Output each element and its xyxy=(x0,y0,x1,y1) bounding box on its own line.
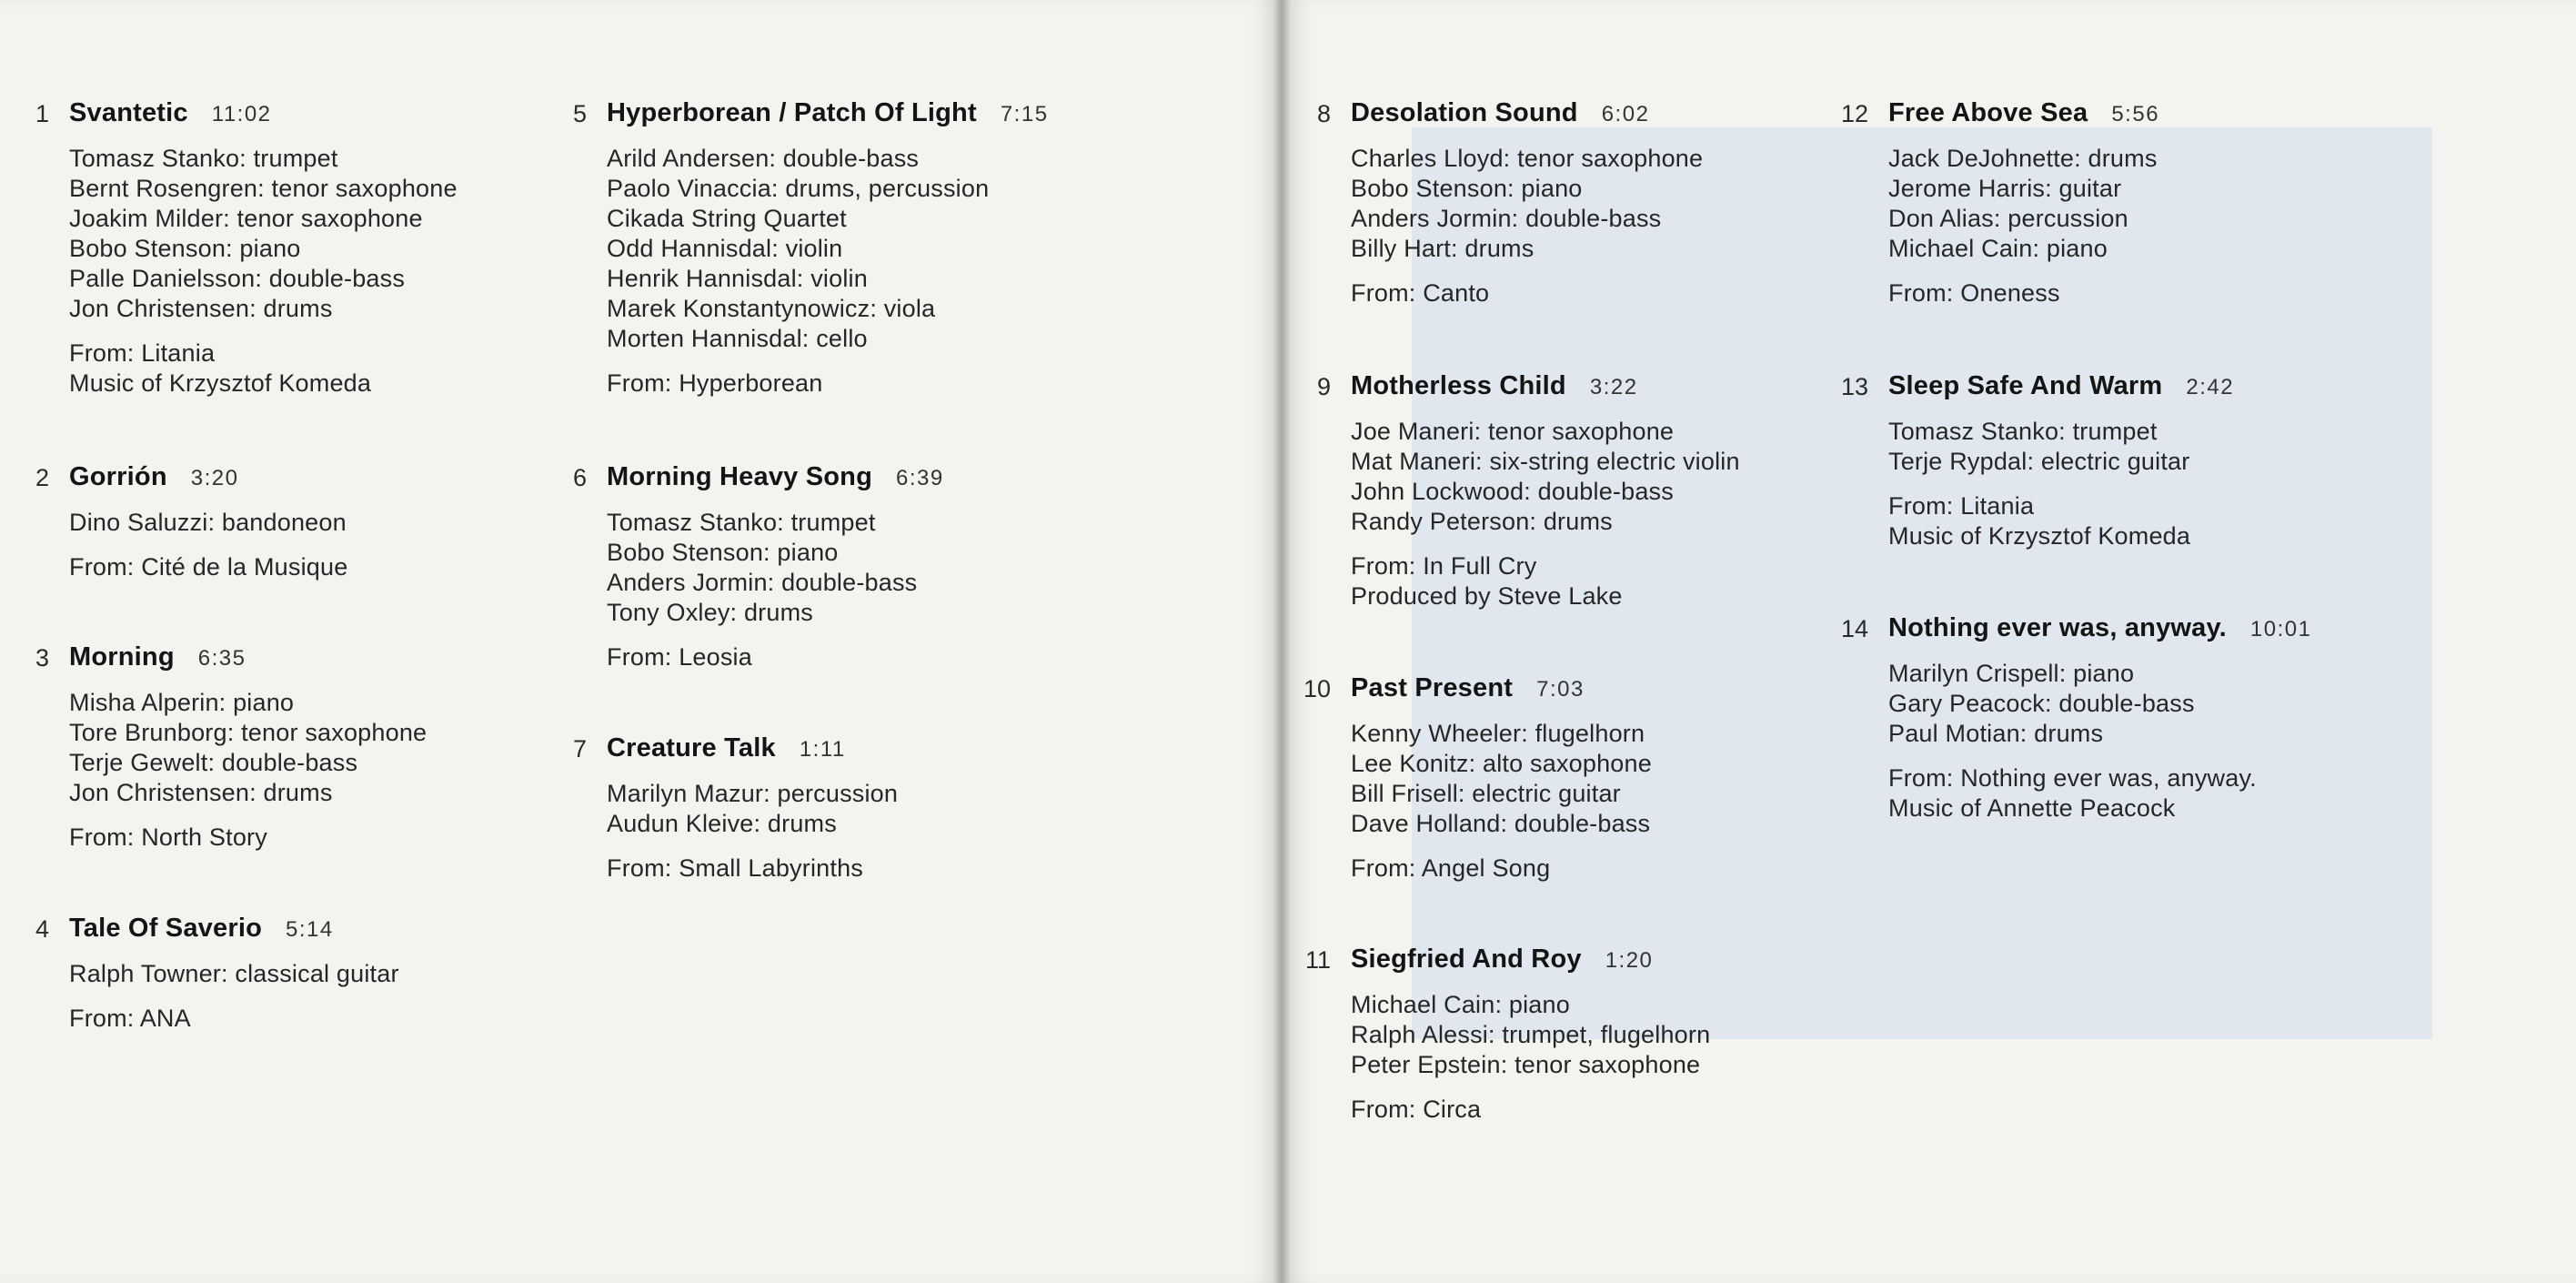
track-9 xyxy=(1316,371,1740,611)
personnel-line: Kenny Wheeler: flugelhorn xyxy=(1351,720,1645,747)
track-number: 12 xyxy=(1840,100,1868,127)
track-duration: 3:22 xyxy=(1589,375,1638,399)
track-header xyxy=(1840,371,2235,404)
personnel-line: Joakim Milder: tenor saxophone xyxy=(69,205,423,232)
note-line: Music of Annette Peacock xyxy=(1888,794,2176,822)
personnel-line: Palle Danielsson: double-bass xyxy=(69,265,406,292)
note-line: From: Angel Song xyxy=(1351,854,1551,882)
track-title: Tale Of Saverio xyxy=(69,914,262,943)
personnel-line: Michael Cain: piano xyxy=(1351,991,1570,1018)
note-line: From: Leosia xyxy=(607,643,752,671)
personnel-line: Arild Andersen: double-bass xyxy=(607,145,920,172)
track-duration: 2:42 xyxy=(2186,375,2235,399)
note-line: From: North Story xyxy=(69,823,267,851)
source-album-notes xyxy=(69,823,427,853)
source-album-notes xyxy=(1888,491,2234,551)
personnel-line: Jack DeJohnette: drums xyxy=(1888,145,2158,172)
personnel-line: Mat Maneri: six-string electric violin xyxy=(1351,448,1740,475)
track-title: Morning xyxy=(69,642,175,672)
track-number: 9 xyxy=(1316,373,1331,400)
track-number: 11 xyxy=(1304,946,1331,974)
note-line: Music of Krzysztof Komeda xyxy=(1888,522,2191,550)
note-line: From: Hyperborean xyxy=(607,369,823,397)
personnel-line: Dave Holland: double-bass xyxy=(1351,810,1651,837)
track-header xyxy=(1840,98,2160,131)
personnel-line: Gary Peacock: double-bass xyxy=(1888,690,2195,717)
note-line: From: Small Labyrinths xyxy=(607,854,863,882)
track-8 xyxy=(1316,98,1704,308)
personnel-line: Bill Frisell: electric guitar xyxy=(1351,780,1621,807)
track-number: 6 xyxy=(572,464,587,491)
personnel-list xyxy=(1351,990,1710,1080)
personnel-line: Charles Lloyd: tenor saxophone xyxy=(1351,145,1704,172)
personnel-line: Misha Alperin: piano xyxy=(69,689,295,716)
track-title: Past Present xyxy=(1351,673,1514,702)
track-number: 8 xyxy=(1316,100,1331,127)
personnel-line: Tomasz Stanko: trumpet xyxy=(69,145,338,172)
track-header xyxy=(1303,673,1652,706)
track-number: 1 xyxy=(35,100,49,127)
source-album-notes xyxy=(69,338,458,399)
personnel-line: Morten Hannisdal: cello xyxy=(607,325,868,352)
note-line: From: Nothing ever was, anyway. xyxy=(1888,764,2257,792)
personnel-line: Cikada String Quartet xyxy=(607,205,847,232)
personnel-line: Jerome Harris: guitar xyxy=(1888,175,2122,202)
source-album-notes xyxy=(69,1004,399,1034)
track-number: 3 xyxy=(35,644,49,672)
personnel-list xyxy=(1351,417,1740,537)
track-number: 13 xyxy=(1840,373,1868,400)
personnel-line: Audun Kleive: drums xyxy=(607,810,837,837)
personnel-list xyxy=(69,144,458,324)
personnel-list xyxy=(69,959,399,989)
track-title: Motherless Child xyxy=(1351,371,1566,400)
track-number: 2 xyxy=(35,464,49,491)
note-line: Produced by Steve Lake xyxy=(1351,582,1623,610)
track-title: Svantetic xyxy=(69,98,188,127)
track-header xyxy=(1304,945,1710,977)
source-album-notes xyxy=(69,552,347,582)
personnel-line: Randy Peterson: drums xyxy=(1351,508,1613,535)
personnel-line: Bobo Stenson: piano xyxy=(1351,175,1583,202)
track-header xyxy=(1840,613,2312,646)
note-line: From: Cité de la Musique xyxy=(69,553,348,581)
personnel-list xyxy=(1888,417,2234,477)
track-title: Gorrión xyxy=(69,462,167,491)
track-duration: 3:20 xyxy=(190,466,239,490)
track-number: 4 xyxy=(35,915,49,943)
track-duration: 1:20 xyxy=(1605,948,1654,973)
note-line: From: Circa xyxy=(1351,1096,1482,1123)
track-header xyxy=(1316,98,1703,131)
track-10 xyxy=(1303,673,1652,884)
source-album-notes xyxy=(607,854,898,884)
personnel-line: Henrik Hannisdal: violin xyxy=(607,265,868,292)
personnel-line: Joe Maneri: tenor saxophone xyxy=(1351,418,1675,445)
note-line: From: Oneness xyxy=(1888,279,2060,307)
personnel-line: Tomasz Stanko: trumpet xyxy=(1888,418,2158,445)
track-5 xyxy=(572,98,1049,399)
personnel-line: Don Alias: percussion xyxy=(1888,205,2128,232)
personnel-line: Jon Christensen: drums xyxy=(69,779,333,806)
track-title: Sleep Safe And Warm xyxy=(1888,371,2163,400)
track-number: 10 xyxy=(1303,675,1331,702)
track-duration: 10:01 xyxy=(2249,617,2312,642)
show-through-text xyxy=(2067,1096,2073,1126)
personnel-line: Tore Brunborg: tenor saxophone xyxy=(69,719,428,746)
source-album-notes xyxy=(1351,551,1740,611)
track-header xyxy=(35,462,347,495)
personnel-line: Dino Saluzzi: bandoneon xyxy=(69,509,347,536)
track-duration: 7:03 xyxy=(1536,677,1585,702)
personnel-list xyxy=(1351,144,1703,264)
personnel-line: Michael Cain: piano xyxy=(1888,235,2108,262)
personnel-list xyxy=(1351,719,1652,839)
personnel-line: Marek Konstantynowicz: viola xyxy=(607,295,936,322)
personnel-line: Paul Motian: drums xyxy=(1888,720,2104,747)
track-header xyxy=(572,462,944,495)
page-gutter xyxy=(1273,0,1290,1283)
track-3 xyxy=(35,642,428,853)
personnel-line: Marilyn Crispell: piano xyxy=(1888,660,2135,687)
track-title: Morning Heavy Song xyxy=(607,462,873,491)
track-title: Creature Talk xyxy=(607,733,776,763)
track-duration: 6:39 xyxy=(896,466,944,490)
track-duration: 11:02 xyxy=(211,102,272,126)
note-line: From: Litania xyxy=(69,339,216,367)
track-title: Hyperborean / Patch Of Light xyxy=(607,98,977,127)
note-line: From: ANA xyxy=(69,1005,191,1032)
track-header xyxy=(1316,371,1740,404)
note-line: From: Litania xyxy=(1888,492,2035,520)
personnel-line: Ralph Alessi: trumpet, flugelhorn xyxy=(1351,1021,1711,1048)
personnel-line: John Lockwood: double-bass xyxy=(1351,478,1674,505)
track-header xyxy=(572,98,1049,131)
track-duration: 6:02 xyxy=(1601,102,1650,126)
track-2 xyxy=(35,462,348,582)
personnel-list xyxy=(607,779,898,839)
track-14 xyxy=(1840,613,2312,823)
personnel-line: Anders Jormin: double-bass xyxy=(607,569,918,596)
track-header xyxy=(35,914,399,946)
source-album-notes xyxy=(1351,854,1652,884)
personnel-list xyxy=(607,508,944,628)
source-album-notes xyxy=(607,642,944,672)
note-line: From: In Full Cry xyxy=(1351,552,1537,580)
track-header xyxy=(35,642,427,675)
personnel-line: Peter Epstein: tenor saxophone xyxy=(1351,1051,1701,1078)
personnel-line: Terje Gewelt: double-bass xyxy=(69,749,358,776)
personnel-list xyxy=(69,688,427,808)
track-6 xyxy=(572,462,944,672)
track-7 xyxy=(572,733,899,884)
track-1 xyxy=(35,98,458,399)
source-album-notes xyxy=(1351,1095,1710,1125)
personnel-line: Marilyn Mazur: percussion xyxy=(607,780,899,807)
track-header xyxy=(35,98,458,131)
personnel-list xyxy=(1888,144,2159,264)
personnel-line: Terje Rypdal: electric guitar xyxy=(1888,448,2190,475)
track-duration: 7:15 xyxy=(1000,102,1049,126)
track-11 xyxy=(1304,945,1711,1125)
track-duration: 1:11 xyxy=(799,737,846,762)
track-number: 5 xyxy=(572,100,587,127)
personnel-line: Bernt Rosengren: tenor saxophone xyxy=(69,175,458,202)
track-number: 14 xyxy=(1840,615,1868,642)
source-album-notes xyxy=(607,369,1049,399)
track-title: Free Above Sea xyxy=(1888,98,2088,127)
track-number: 7 xyxy=(572,735,587,763)
source-album-notes xyxy=(1888,763,2311,823)
source-album-notes xyxy=(1888,278,2159,308)
track-title: Siegfried And Roy xyxy=(1351,945,1582,974)
track-title: Desolation Sound xyxy=(1351,98,1578,127)
personnel-line: Tony Oxley: drums xyxy=(607,599,813,626)
track-title: Nothing ever was, anyway. xyxy=(1888,613,2227,642)
personnel-line: Tomasz Stanko: trumpet xyxy=(607,509,876,536)
track-duration: 5:56 xyxy=(2111,102,2160,126)
personnel-line: Paolo Vinaccia: drums, percussion xyxy=(607,175,990,202)
personnel-line: Bobo Stenson: piano xyxy=(69,235,301,262)
track-duration: 5:14 xyxy=(286,917,334,942)
track-4 xyxy=(35,914,399,1034)
personnel-list xyxy=(69,508,347,538)
personnel-line: Billy Hart: drums xyxy=(1351,235,1535,262)
personnel-line: Lee Konitz: alto saxophone xyxy=(1351,750,1652,777)
personnel-line: Ralph Towner: classical guitar xyxy=(69,960,399,987)
personnel-list xyxy=(1888,659,2311,749)
note-line: Music of Krzysztof Komeda xyxy=(69,369,372,397)
track-12 xyxy=(1840,98,2160,308)
track-13 xyxy=(1840,371,2235,551)
personnel-line: Anders Jormin: double-bass xyxy=(1351,205,1662,232)
personnel-line: Jon Christensen: drums xyxy=(69,295,333,322)
personnel-line: Odd Hannisdal: violin xyxy=(607,235,843,262)
personnel-line: Bobo Stenson: piano xyxy=(607,539,839,566)
personnel-list xyxy=(607,144,1049,354)
track-duration: 6:35 xyxy=(197,646,247,671)
source-album-notes xyxy=(1351,278,1703,308)
note-line: From: Canto xyxy=(1351,279,1490,307)
track-header xyxy=(572,733,898,766)
